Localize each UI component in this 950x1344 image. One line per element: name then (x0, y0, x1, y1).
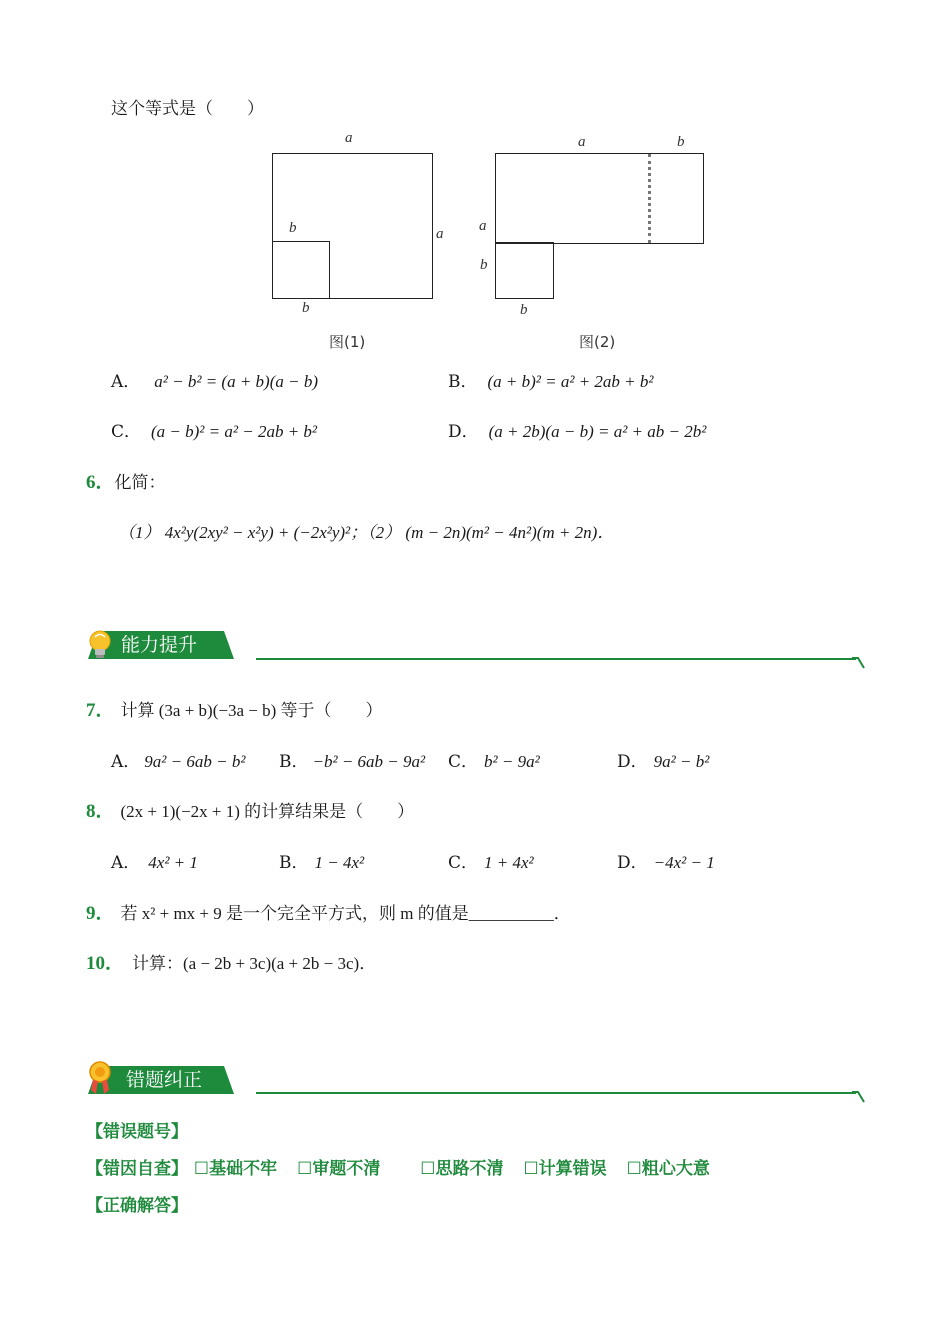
q8-option-b[interactable] (279, 852, 364, 874)
q7-option-d[interactable] (617, 751, 709, 773)
fig2-caption: 图(2) (579, 333, 616, 351)
checkbox-unclear-approach[interactable]: ☐思路不清 (420, 1159, 504, 1179)
question-number: 8． (86, 801, 115, 822)
q7-stem (86, 700, 383, 722)
question-number: 10． (86, 953, 125, 974)
option-expr: (a + b)² = a² + 2ab + b² (487, 372, 654, 391)
fig1-small-square (272, 241, 330, 299)
q5-option-d[interactable] (448, 421, 706, 443)
fig2-rectangle (495, 153, 704, 244)
question-text: 计算 (3a + b)(−3a − b) 等于（ ） (120, 701, 383, 720)
section-title: 错题纠正 (126, 1069, 203, 1091)
fig1-label-b-bottom: b (302, 300, 310, 316)
q8-option-d[interactable] (617, 852, 715, 874)
question-text: 计算：(a − 2b + 3c)(a + 2b − 3c)． (132, 954, 377, 973)
fig2-label-b-top: b (677, 134, 685, 150)
question-number: 9． (86, 903, 115, 924)
option-expr: 9a² − b² (653, 752, 710, 771)
option-expr: a² − b² = (a + b)(a − b) (154, 372, 319, 391)
fig1-caption: 图(1) (329, 333, 366, 351)
option-expr: 1 − 4x² (314, 853, 365, 872)
checkbox-basics[interactable]: ☐基础不牢 (193, 1159, 278, 1179)
option-label: D． (617, 752, 648, 772)
medal-icon (86, 1060, 114, 1096)
fig2-label-a-left: a (479, 218, 487, 234)
option-label: A． (111, 752, 141, 772)
fig2-small-square (495, 242, 554, 299)
option-expr: (a + 2b)(a − b) = a² + ab − 2b² (488, 422, 707, 441)
option-expr: −4x² − 1 (653, 853, 715, 872)
q8-option-a[interactable] (111, 852, 198, 874)
q8-stem (86, 801, 414, 823)
option-label: C． (111, 422, 142, 442)
fig1-label-b-left: b (289, 220, 297, 236)
q10-stem (86, 953, 376, 975)
option-expr: 1 + 4x² (484, 853, 534, 872)
option-label: A． (111, 372, 141, 392)
fig2-label-a-top: a (578, 134, 586, 150)
fig2-label-b-bottom: b (520, 302, 528, 318)
option-expr: b² − 9a² (484, 752, 540, 771)
q9-stem (86, 903, 571, 925)
q6-body: （1） 4x²y(2xy² − x²y) + (−2x²y)²；（2） (m − 2n)(m² − 4n²)(m + 2n)． (118, 523, 615, 542)
q8-option-c[interactable] (448, 852, 534, 874)
q7-option-c[interactable] (448, 751, 540, 773)
q5-option-c[interactable] (111, 421, 317, 443)
option-label: C． (448, 853, 479, 873)
divider-end-hook (852, 656, 866, 670)
question-text: (2x + 1)(−2x + 1) 的计算结果是（ ） (120, 802, 415, 821)
checkbox-calculation-error[interactable]: ☐计算错误 (523, 1159, 607, 1179)
q5-option-a[interactable] (111, 371, 318, 393)
checkbox-misread[interactable]: ☐审题不清 (297, 1159, 381, 1179)
option-label: B． (279, 853, 309, 873)
q7-option-b[interactable] (279, 751, 425, 773)
question-text: 若 x² + mx + 9 是一个完全平方式，则 m 的值是__________． (120, 904, 571, 923)
question-number: 6． (86, 472, 115, 493)
section-title: 能力提升 (121, 634, 198, 656)
option-label: B． (279, 752, 309, 772)
question-title: 化简： (114, 473, 166, 493)
fig1-label-a-right: a (436, 226, 444, 242)
option-label: B． (448, 372, 478, 392)
section-divider (256, 1092, 856, 1094)
divider-end-hook (852, 1090, 866, 1104)
option-expr: −b² − 6ab − 9a² (312, 752, 426, 771)
checkbox-careless[interactable]: ☐粗心大意 (626, 1159, 710, 1179)
fig1-label-a-top: a (345, 130, 353, 146)
review-correct-solution: 【正确解答】 (86, 1196, 188, 1216)
q5-option-b[interactable] (448, 371, 654, 393)
option-label: C． (448, 752, 479, 772)
option-label: D． (617, 853, 648, 873)
option-expr: (a − b)² = a² − 2ab + b² (151, 422, 318, 441)
lightbulb-icon (86, 628, 114, 662)
q5-stem: 这个等式是（ ） (111, 99, 264, 119)
review-error-causes (86, 1154, 710, 1179)
fig2-label-b-left: b (480, 257, 488, 273)
option-label: A． (111, 853, 141, 873)
fig2-dashed-divider (648, 154, 651, 243)
q6-heading (86, 472, 166, 494)
option-expr: 4x² + 1 (148, 853, 198, 872)
option-expr: 9a² − 6ab − b² (144, 752, 246, 771)
option-label: D． (448, 422, 479, 442)
question-number: 7． (86, 700, 115, 721)
review-wrong-question-numbers: 【错误题号】 (86, 1122, 188, 1142)
section-divider (256, 658, 856, 660)
q7-option-a[interactable] (111, 751, 245, 773)
review-label: 【错因自查】 (86, 1159, 188, 1179)
